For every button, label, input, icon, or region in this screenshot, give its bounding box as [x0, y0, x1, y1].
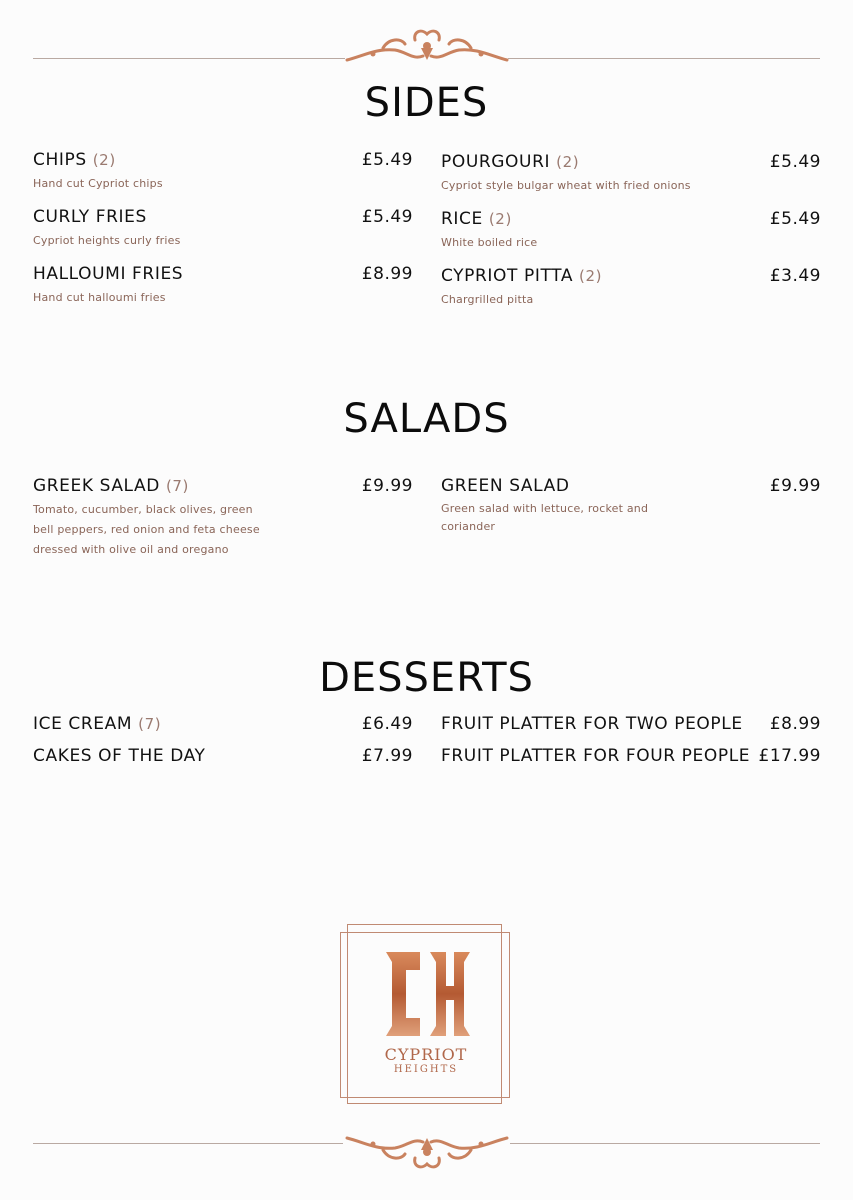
item-description: Hand cut Cypriot chips	[33, 177, 163, 190]
menu-item	[441, 714, 821, 738]
monogram-ch-logo	[336, 940, 516, 1050]
item-description: White boiled rice	[441, 236, 538, 249]
item-name: CHIPS	[33, 150, 87, 170]
item-name: CYPRIOT PITTA	[441, 266, 574, 286]
bottom-rule-left	[33, 1143, 343, 1144]
item-name: FRUIT PLATTER FOR TWO PEOPLE	[441, 714, 743, 734]
item-description: Cypriot style bulgar wheat with fried onions	[441, 179, 691, 192]
item-description: Chargrilled pitta	[441, 293, 534, 306]
item-price: £9.99	[361, 476, 413, 496]
menu-item	[441, 152, 821, 196]
menu-item	[441, 266, 821, 310]
logo-line-cypriot: CYPRIOT	[384, 1045, 468, 1064]
menu-item	[33, 746, 413, 770]
item-price: £5.49	[361, 207, 413, 227]
item-description-line: bell peppers, red onion and feta cheese	[33, 523, 260, 536]
allergen-code: (7)	[165, 477, 189, 495]
item-price: £3.49	[769, 266, 821, 286]
item-price: £17.99	[758, 746, 821, 766]
logo-line-heights: HEIGHTS	[393, 1064, 459, 1075]
allergen-code: (2)	[92, 151, 116, 169]
bottom-scroll-ornament-icon	[343, 1132, 511, 1172]
item-name: GREEN SALAD	[441, 476, 570, 496]
item-price: £6.49	[361, 714, 413, 734]
item-name: ICE CREAM	[33, 714, 133, 734]
item-price: £8.99	[769, 714, 821, 734]
item-price: £5.49	[361, 150, 413, 170]
menu-item	[33, 264, 413, 308]
menu-item	[33, 714, 413, 738]
allergen-code: (2)	[579, 267, 603, 285]
section-title-sides: SIDES	[364, 80, 489, 126]
section-title-salads: SALADS	[343, 396, 510, 442]
item-name: RICE	[441, 209, 483, 229]
menu-item	[441, 476, 821, 536]
item-name: POURGOURI	[441, 152, 551, 172]
item-description-line: Tomato, cucumber, black olives, green	[33, 503, 253, 516]
item-description-line: coriander	[441, 520, 496, 533]
menu-item	[33, 207, 413, 251]
item-name: FRUIT PLATTER FOR FOUR PEOPLE	[441, 746, 751, 766]
section-title-desserts: DESSERTS	[319, 655, 534, 701]
item-description: Cypriot heights curly fries	[33, 234, 181, 247]
logo	[336, 930, 516, 1100]
top-scroll-ornament-icon	[343, 26, 511, 66]
item-name: CURLY FRIES	[33, 207, 147, 227]
item-price: £7.99	[361, 746, 413, 766]
item-name: CAKES OF THE DAY	[33, 746, 206, 766]
top-rule-left	[33, 58, 345, 59]
item-price: £5.49	[769, 152, 821, 172]
top-rule-right	[508, 58, 820, 59]
item-name: HALLOUMI FRIES	[33, 264, 184, 284]
menu-item	[441, 746, 821, 770]
item-name: GREEK SALAD	[33, 476, 160, 496]
bottom-rule-right	[510, 1143, 820, 1144]
allergen-code: (2)	[488, 210, 512, 228]
item-description-line: Green salad with lettuce, rocket and	[441, 502, 649, 515]
menu-item	[33, 150, 413, 194]
item-description-line: dressed with olive oil and oregano	[33, 543, 229, 556]
menu-item	[33, 476, 413, 560]
item-price: £5.49	[769, 209, 821, 229]
menu-item	[441, 209, 821, 253]
allergen-code: (7)	[138, 715, 162, 733]
allergen-code: (2)	[556, 153, 580, 171]
item-price: £9.99	[769, 476, 821, 496]
item-price: £8.99	[361, 264, 413, 284]
item-description: Hand cut halloumi fries	[33, 291, 166, 304]
